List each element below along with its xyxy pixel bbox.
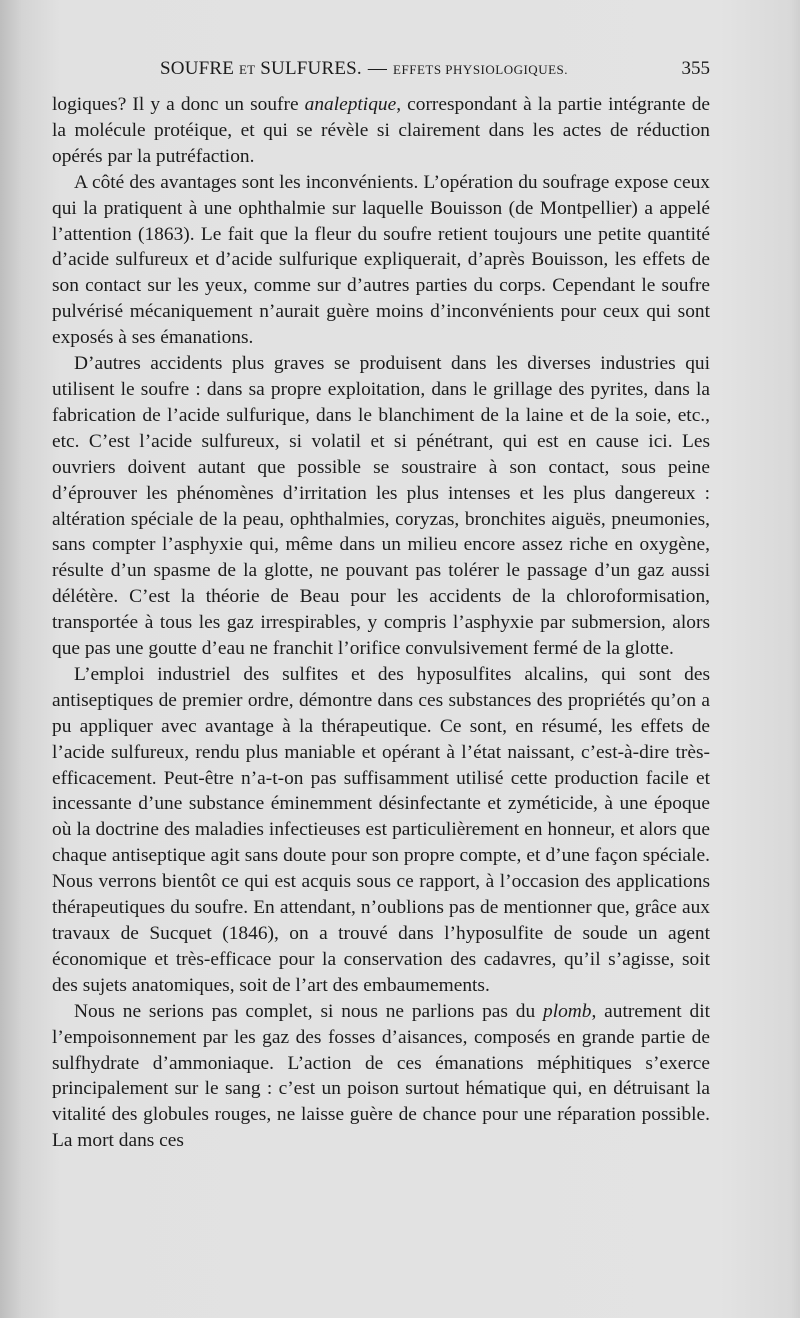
body-text bbox=[52, 92, 710, 1154]
running-title bbox=[160, 58, 568, 80]
text-segment: L’emploi industriel des sulfites et des hyposulfites alcalins, qui sont des antiseptiques de premier ordre, démontre dans ces substances des propriétés qu’on a pu appliquer avec avantage à la thérapeutique. Ce sont, en résumé, les effets de l’acide sulfureux, rendu plus maniable et opérant à l’état naissant, c’est-à-dire très-efficacement. Peut-être n’a-t-on pas suffisamment utilisé cette production facile et incessante d’une substance éminemment désinfectante et zyméticide, à une époque où la doctrine des maladies infectieuses est particulièrement en honneur, et alors que chaque antiseptique agit sans doute pour son propre compte, et d’une façon spéciale. Nous verrons bientôt ce qui est acquis sous ce rapport, à l’occasion des applications thérapeutiques du soufre. En attendant, n’oublions pas de mentionner que, grâce aux travaux de Sucquet (1846), on a trouvé dans l’hyposulfite de soude un agent économique et très-efficace pour la conservation des cadavres, qu’il s’agisse, soit des sujets anatomiques, soit de l’art des embaumements. bbox=[52, 663, 710, 996]
title-et: ET bbox=[239, 62, 256, 77]
title-part1: SOUFRE bbox=[160, 58, 235, 79]
paragraph bbox=[52, 92, 710, 170]
text-segment: logiques? Il y a donc un soufre bbox=[52, 94, 305, 115]
text-segment: A côté des avantages sont les inconvénients. L’opération du soufrage expose ceux qui la pratiquent à une ophthalmie sur laquelle Bouisson (de Montpellier) a appelé l’attention (1863). Le fait que la fleur du soufre retient toujours une petite quantité d’acide sulfureux et d’acide sulfurique expliquerait, d’après Bouisson, les effets de son contact sur les yeux, comme sur d’autres parties du corps. Cependant le soufre pulvérisé mécaniquement n’aurait guère moins d’inconvénients pour ceux qui sont exposés à ses émanations. bbox=[52, 171, 710, 349]
paragraph bbox=[52, 662, 710, 999]
title-part2: SULFURES. bbox=[260, 58, 362, 79]
text-segment: , autrement dit l’empoisonnement par les gaz des fosses d’aisances, composés en grande partie de sulfhydrate d’ammoniaque. L’action de ces émanations méphitiques s’exerce principalement sur le sang : c’est un poison surtout hématique qui, en détruisant la vitalité des globules rouges, ne laisse guère de chance pour une réparation possible. La mort dans ces bbox=[52, 1000, 710, 1152]
page-number: 355 bbox=[681, 58, 710, 79]
text-segment: , correspondant à la partie intégrante de la molécule protéique, et qui se révèle si clairement dans les actes de réduction opérés par la putréfaction. bbox=[52, 94, 710, 167]
text-segment: D’autres accidents plus graves se produisent dans les diverses industries qui utilisent le soufre : dans sa propre exploitation, dans le grillage des pyrites, dans la fabrication de l’acide sulfurique, dans le blanchiment de la laine et de la soie, etc., etc. C’est l’acide sulfureux, si volatil et si pénétrant, qui est en cause ici. Les ouvriers doivent autant que possible se soustraire à son contact, sous peine d’éprouver les phénomènes d’irritation les plus intenses et les plus dangereux : altération spéciale de la peau, ophthalmies, coryzas, bronchites aiguës, pneumonies, sans compter l’asphyxie qui, même dans un milieu encore assez riche en oxygène, résulte d’un spasme de la glotte, ne pouvant pas tolérer le passage d’un gaz aussi délétère. C’est la théorie de Beau pour les accidents de la chloroformisation, transportée à tous les gaz irrespirables, y compris l’asphyxie par submersion, alors que pas une goutte d’eau ne franchit l’orifice convulsivement fermé de la glotte. bbox=[52, 353, 710, 660]
text-segment: Nous ne serions pas complet, si nous ne parlions pas du bbox=[74, 1000, 544, 1022]
italic-term-plomb: plomb bbox=[543, 1000, 592, 1022]
running-header bbox=[52, 58, 710, 84]
paragraph bbox=[52, 170, 710, 351]
title-dash: — bbox=[367, 58, 388, 79]
running-subtitle: EFFETS PHYSIOLOGIQUES. bbox=[393, 62, 569, 77]
paragraph bbox=[52, 351, 710, 662]
paragraph bbox=[52, 999, 710, 1154]
italic-term-analeptique: analeptique bbox=[304, 94, 397, 115]
